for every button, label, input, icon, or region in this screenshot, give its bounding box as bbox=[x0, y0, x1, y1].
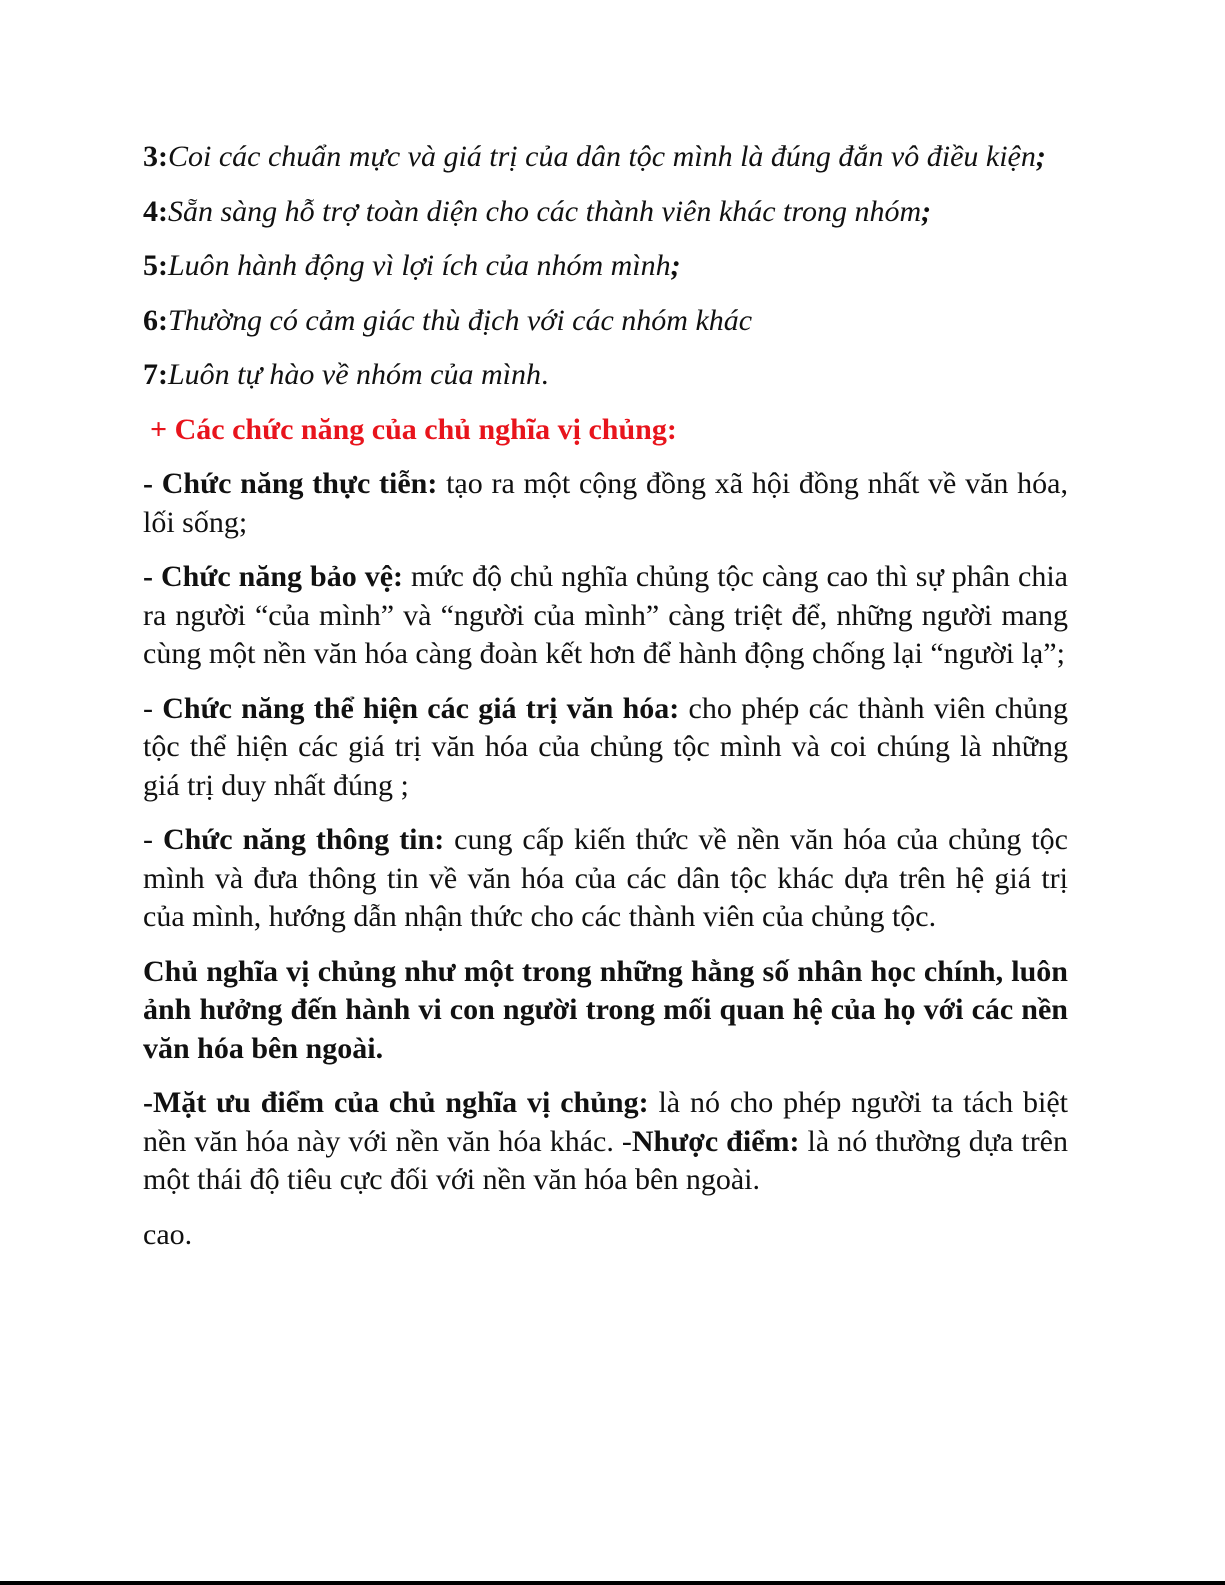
item-end: ; bbox=[670, 249, 681, 282]
item-end: ; bbox=[921, 194, 932, 228]
function-cultural-values bbox=[143, 690, 1068, 806]
pro-text: là nó cho phép người ta tách biệt nền văn hóa này với nền văn hóa khác. - bbox=[143, 1086, 1068, 1158]
item-text: Sẵn sàng hỗ trợ toàn diện cho các thành viên khác trong nhóm bbox=[168, 194, 922, 228]
item-text: Thường có cảm giác thù địch với các nhóm khác bbox=[168, 303, 753, 337]
item-text: Luôn hành động vì lợi ích của nhóm mình bbox=[168, 249, 671, 282]
function-label: Chức năng thông tin: bbox=[162, 823, 445, 856]
function-protective bbox=[143, 558, 1068, 674]
item-number: 4: bbox=[143, 194, 168, 228]
document-page bbox=[143, 138, 1068, 1270]
page-bottom-border bbox=[0, 1581, 1225, 1585]
summary-paragraph: Chủ nghĩa vị chủng như một trong những hằng số nhân học chính, luôn ảnh hưởng đến hành vi con người trong mối quan hệ của họ với các nền văn hóa bên ngoài. bbox=[143, 954, 1068, 1065]
item-number: 3: bbox=[143, 140, 168, 173]
con-text: là nó thường dựa trên một thái độ tiêu cực đối với nền văn hóa bên ngoài. bbox=[143, 1124, 1069, 1196]
function-text: tạo ra một cộng đồng xã hội đồng nhất về văn hóa, lối sống; bbox=[143, 467, 1068, 539]
con-label: Nhược điểm: bbox=[631, 1124, 800, 1158]
list-item-5 bbox=[143, 247, 1068, 286]
pro-label: -Mặt ưu điểm của chủ nghĩa vị chủng: bbox=[143, 1086, 649, 1119]
function-label: Chức năng thể hiện các giá trị văn hóa: bbox=[162, 691, 680, 725]
list-item-7 bbox=[143, 356, 1068, 395]
pros-cons-paragraph bbox=[143, 1084, 1068, 1200]
item-number: 5: bbox=[143, 249, 168, 282]
function-label: Chức năng thực tiễn: bbox=[161, 467, 438, 500]
trailing-text: cao. bbox=[143, 1217, 193, 1251]
function-practical bbox=[143, 465, 1068, 542]
function-information bbox=[143, 821, 1068, 937]
list-item-4 bbox=[143, 193, 1068, 232]
item-text: Luôn tự hào về nhóm của mình bbox=[168, 358, 541, 391]
functions-heading: + Các chức năng của chủ nghĩa vị chủng: bbox=[150, 412, 677, 446]
function-prefix: - bbox=[143, 823, 163, 856]
function-text: cung cấp kiến thức về nền văn hóa của chủng tộc mình và đưa thông tin về văn hóa của các dân tộc khác dựa trên hệ giá trị của mình, hướng dẫn nhận thức cho các thành viên của chủng tộc. bbox=[143, 823, 1068, 933]
item-end: . bbox=[541, 358, 549, 391]
function-label: Chức năng bảo vệ: bbox=[161, 560, 404, 593]
item-text: Coi các chuẩn mực và giá trị của dân tộc mình là đúng đắn vô điều kiện bbox=[168, 140, 1036, 173]
function-prefix: - bbox=[143, 467, 162, 500]
function-prefix: - bbox=[143, 691, 163, 725]
list-item-6 bbox=[143, 302, 1068, 341]
list-item-3 bbox=[143, 138, 1068, 177]
item-number: 7: bbox=[143, 358, 168, 391]
item-end: ; bbox=[1035, 140, 1046, 173]
function-text: mức độ chủ nghĩa chủng tộc càng cao thì sự phân chia ra người “của mình” và “người của mình” càng triệt để, những người mang cùng một nền văn hóa càng đoàn kết hơn để hành động chống lại “người lạ”; bbox=[143, 560, 1068, 670]
function-text: cho phép các thành viên chủng tộc thể hiện các giá trị văn hóa của chủng tộc mình và coi chúng là những giá trị duy nhất đúng ; bbox=[143, 691, 1068, 802]
function-prefix: - bbox=[143, 560, 161, 593]
item-number: 6: bbox=[143, 303, 168, 337]
